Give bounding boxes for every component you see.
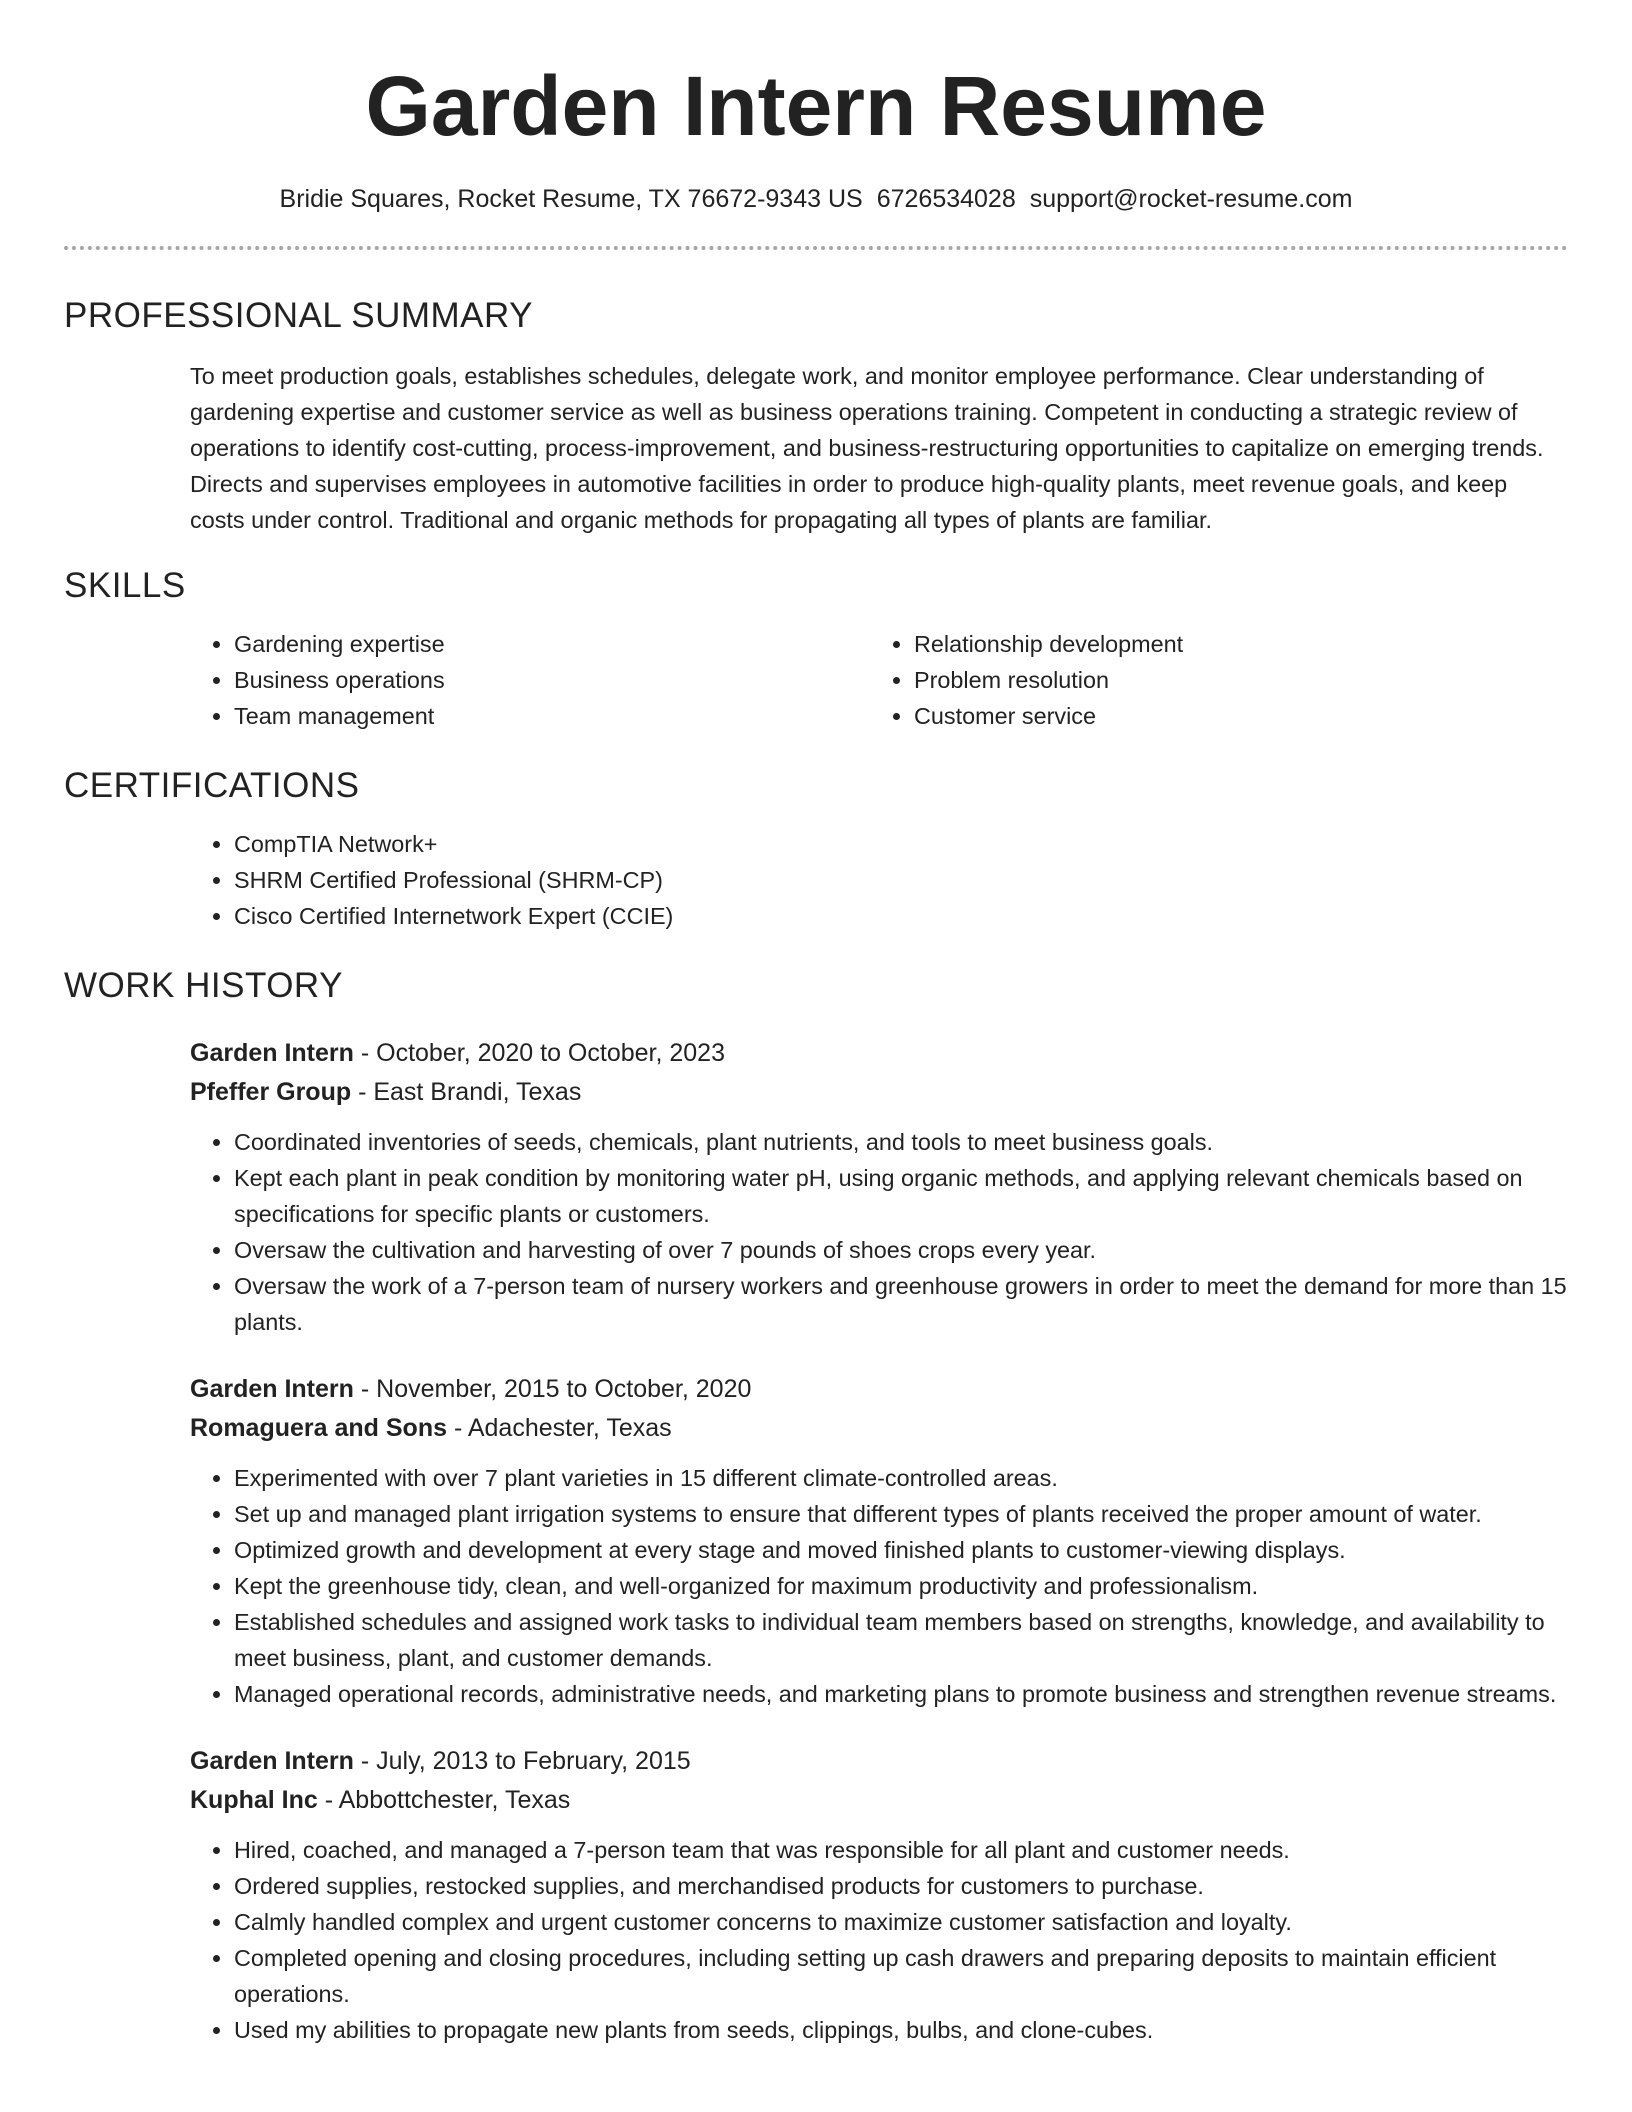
job-title-line (190, 1034, 1568, 1073)
job-company-line (190, 1781, 1568, 1820)
skill-item: • Customer service (914, 698, 1550, 734)
job-location: - Abbottchester, Texas (317, 1786, 571, 1814)
job-bullet: • Oversaw the cultivation and harvesting of over 7 pounds of shoes crops every year. (234, 1232, 1568, 1268)
job-bullets (190, 1832, 1568, 2048)
contact-email: support@rocket-resume.com (1029, 185, 1353, 213)
certifications-list (190, 826, 1568, 934)
skill-item: • Gardening expertise (234, 626, 870, 662)
job-company: Pfeffer Group (190, 1078, 352, 1106)
job-dates: - November, 2015 to October, 2020 (353, 1375, 752, 1403)
work-history-list (190, 1034, 1568, 2048)
job-role: Garden Intern (190, 1375, 354, 1403)
job-bullets (190, 1460, 1568, 1712)
job-bullet: • Kept each plant in peak condition by monitoring water pH, using organic methods, and applying relevant chemicals based on specifications for specific plants or customers. (234, 1160, 1568, 1232)
job-company-line (190, 1073, 1568, 1112)
skills-column-left (190, 626, 870, 734)
job-bullet: • Hired, coached, and managed a 7-person team that was responsible for all plant and customer needs. (234, 1832, 1568, 1868)
job-entry (190, 1034, 1568, 1340)
job-bullet: • Oversaw the work of a 7-person team of nursery workers and greenhouse growers in order to meet the demand for more than 15 plants. (234, 1268, 1568, 1340)
job-role: Garden Intern (190, 1039, 354, 1067)
job-bullet: • Established schedules and assigned work tasks to individual team members based on strengths, knowledge, and availability to meet business, plant, and customer demands. (234, 1604, 1568, 1676)
job-dates: - October, 2020 to October, 2023 (353, 1039, 725, 1067)
contact-address: Bridie Squares, Rocket Resume, TX 76672-9343 US (279, 185, 863, 213)
skills-column-right (870, 626, 1550, 734)
job-dates: - July, 2013 to February, 2015 (353, 1747, 691, 1775)
job-bullet: • Calmly handled complex and urgent customer concerns to maximize customer satisfaction and loyalty. (234, 1904, 1568, 1940)
job-title-line (190, 1370, 1568, 1409)
job-company: Kuphal Inc (190, 1786, 318, 1814)
job-bullet: • Used my abilities to propagate new plants from seeds, clippings, bulbs, and clone-cubes. (234, 2012, 1568, 2048)
contact-line (64, 182, 1568, 216)
job-bullets (190, 1124, 1568, 1340)
section-title-skills: SKILLS (64, 566, 186, 605)
job-bullet: • Experimented with over 7 plant varieties in 15 different climate-controlled areas. (234, 1460, 1568, 1496)
section-title-certifications: CERTIFICATIONS (64, 766, 360, 805)
section-title-summary: PROFESSIONAL SUMMARY (64, 296, 533, 335)
certification-item: • Cisco Certified Internetwork Expert (CCIE) (234, 898, 1568, 934)
skill-item: • Relationship development (914, 626, 1550, 662)
resume-title: Garden Intern Resume (365, 59, 1267, 153)
job-bullet: • Coordinated inventories of seeds, chemicals, plant nutrients, and tools to meet business goals. (234, 1124, 1568, 1160)
job-entry (190, 1742, 1568, 2048)
job-bullet: • Managed operational records, administrative needs, and marketing plans to promote business and strengthen revenue streams. (234, 1676, 1568, 1712)
job-role: Garden Intern (190, 1747, 354, 1775)
certification-item: • SHRM Certified Professional (SHRM-CP) (234, 862, 1568, 898)
skill-item: • Team management (234, 698, 870, 734)
job-location: - East Brandi, Texas (351, 1078, 582, 1106)
job-bullet: • Completed opening and closing procedures, including setting up cash drawers and preparing deposits to maintain efficient operations. (234, 1940, 1568, 2012)
summary-text: To meet production goals, establishes schedules, delegate work, and monitor employee performance. Clear understanding of gardening expertise and customer service as well as business operations training. Competent in conducting a strategic review of operations to identify cost-cutting, process-improvement, and business-restructuring opportunities to capitalize on emerging trends. Directs and supervises employees in automotive facilities in order to produce high-quality plants, meet revenue goals, and keep costs under control. Traditional and organic methods for propagating all types of plants are familiar. (190, 363, 1544, 533)
contact-phone: 6726534028 (876, 185, 1016, 213)
section-title-work-history: WORK HISTORY (64, 966, 343, 1005)
skill-item: • Business operations (234, 662, 870, 698)
job-company-line (190, 1409, 1568, 1448)
job-bullet: • Kept the greenhouse tidy, clean, and well-organized for maximum productivity and professionalism. (234, 1568, 1568, 1604)
header-divider (64, 246, 1568, 250)
job-bullet: • Set up and managed plant irrigation systems to ensure that different types of plants received the proper amount of water. (234, 1496, 1568, 1532)
certification-item: • CompTIA Network+ (234, 826, 1568, 862)
skill-item: • Problem resolution (914, 662, 1550, 698)
job-entry (190, 1370, 1568, 1712)
job-bullet: • Optimized growth and development at every stage and moved finished plants to customer-viewing displays. (234, 1532, 1568, 1568)
job-title-line (190, 1742, 1568, 1781)
skills-grid (190, 626, 1568, 734)
job-company: Romaguera and Sons (190, 1414, 447, 1442)
resume-page (64, 0, 1568, 2048)
job-bullet: • Ordered supplies, restocked supplies, and merchandised products for customers to purchase. (234, 1868, 1568, 1904)
job-location: - Adachester, Texas (447, 1414, 672, 1442)
